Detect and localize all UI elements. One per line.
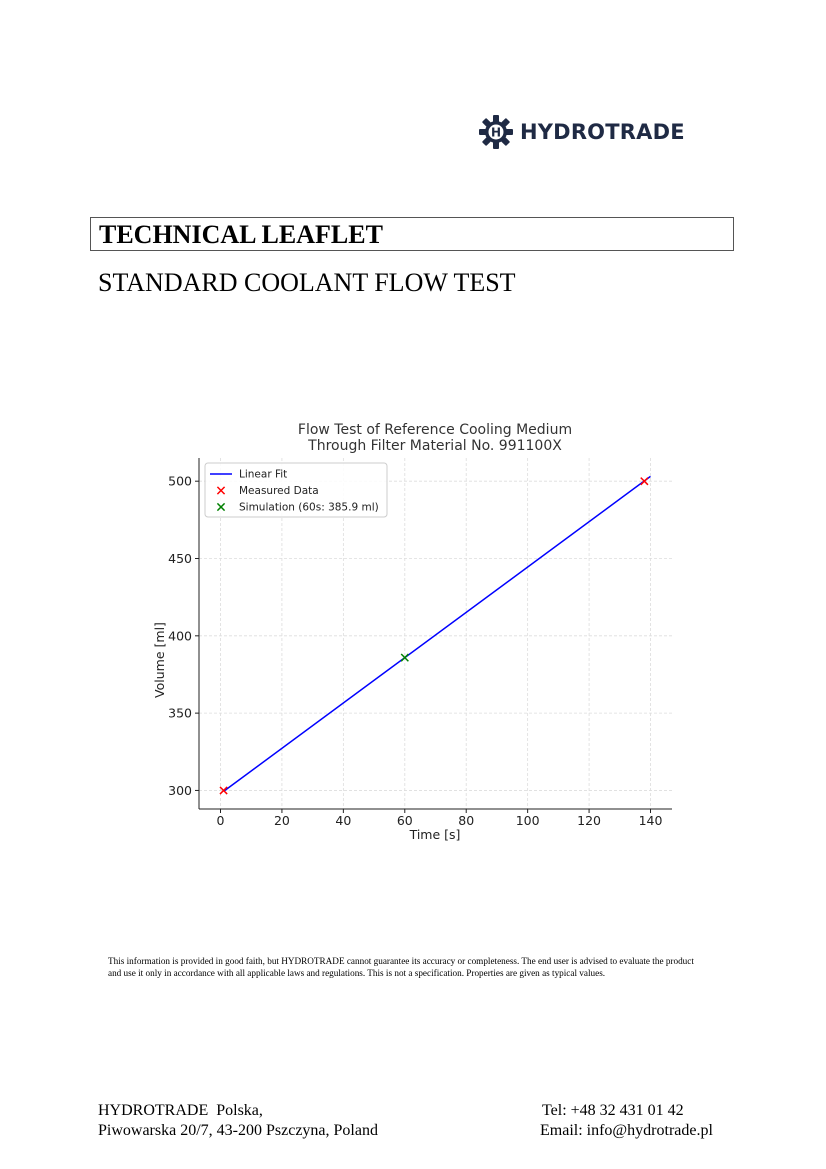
disclaimer-line-2: and use it only in accordance with all applicable laws and regulations. This is not a specification. Properties are given as typical values. xyxy=(108,968,606,978)
document-title: TECHNICAL LEAFLET xyxy=(99,220,383,249)
x-tick-label: 100 xyxy=(515,813,540,828)
document-subtitle: STANDARD COOLANT FLOW TEST xyxy=(98,268,516,297)
x-tick-label: 140 xyxy=(638,813,663,828)
hydrotrade-logo xyxy=(478,114,685,150)
logo-mark: H xyxy=(490,125,502,140)
footer-email: Email: info@hydrotrade.pl xyxy=(540,1122,713,1139)
flow-test-chart xyxy=(148,412,688,852)
legend-entry-label: Simulation (60s: 385.9 ml) xyxy=(239,501,379,514)
title-box xyxy=(90,217,734,251)
y-tick-label: 400 xyxy=(168,628,192,644)
y-tick-label: 450 xyxy=(168,551,192,567)
x-tick-label: 0 xyxy=(216,813,225,828)
disclaimer xyxy=(108,955,748,979)
series-line-linear-fit xyxy=(224,476,651,791)
x-tick-label: 40 xyxy=(335,813,352,828)
footer-contact-block xyxy=(540,1101,713,1141)
x-tick-label: 120 xyxy=(577,813,602,828)
legend-entry-label: Measured Data xyxy=(239,485,319,497)
y-axis-label: Volume [ml] xyxy=(152,622,167,698)
chart-title-line-2: Through Filter Material No. 991100X xyxy=(308,438,562,454)
legend-entry-label: Linear Fit xyxy=(239,468,288,481)
y-tick-label: 500 xyxy=(168,473,192,489)
footer-address: Piwowarska 20/7, 43-200 Pszczyna, Poland xyxy=(98,1122,378,1139)
x-axis-label: Time [s] xyxy=(409,827,461,842)
x-tick-label: 60 xyxy=(396,813,413,828)
chart-series xyxy=(220,476,651,794)
disclaimer-line-1: This information is provided in good faith, but HYDROTRADE cannot guarantee its accuracy or completeness. The end user is advised to evaluate the product xyxy=(108,956,694,966)
gear-icon xyxy=(478,114,514,150)
footer-address-block xyxy=(98,1101,378,1141)
chart-title-line-1: Flow Test of Reference Cooling Medium xyxy=(297,422,573,438)
y-tick-label: 350 xyxy=(168,705,192,721)
footer-tel: Tel: +48 32 431 01 42 xyxy=(542,1102,684,1119)
chart-legend xyxy=(205,463,387,517)
footer-company: HYDROTRADE Polska, xyxy=(98,1102,263,1119)
logo-text: HYDROTRADE xyxy=(520,120,685,144)
y-tick-label: 300 xyxy=(168,782,192,798)
x-tick-label: 20 xyxy=(273,813,290,828)
x-tick-label: 80 xyxy=(458,813,475,828)
